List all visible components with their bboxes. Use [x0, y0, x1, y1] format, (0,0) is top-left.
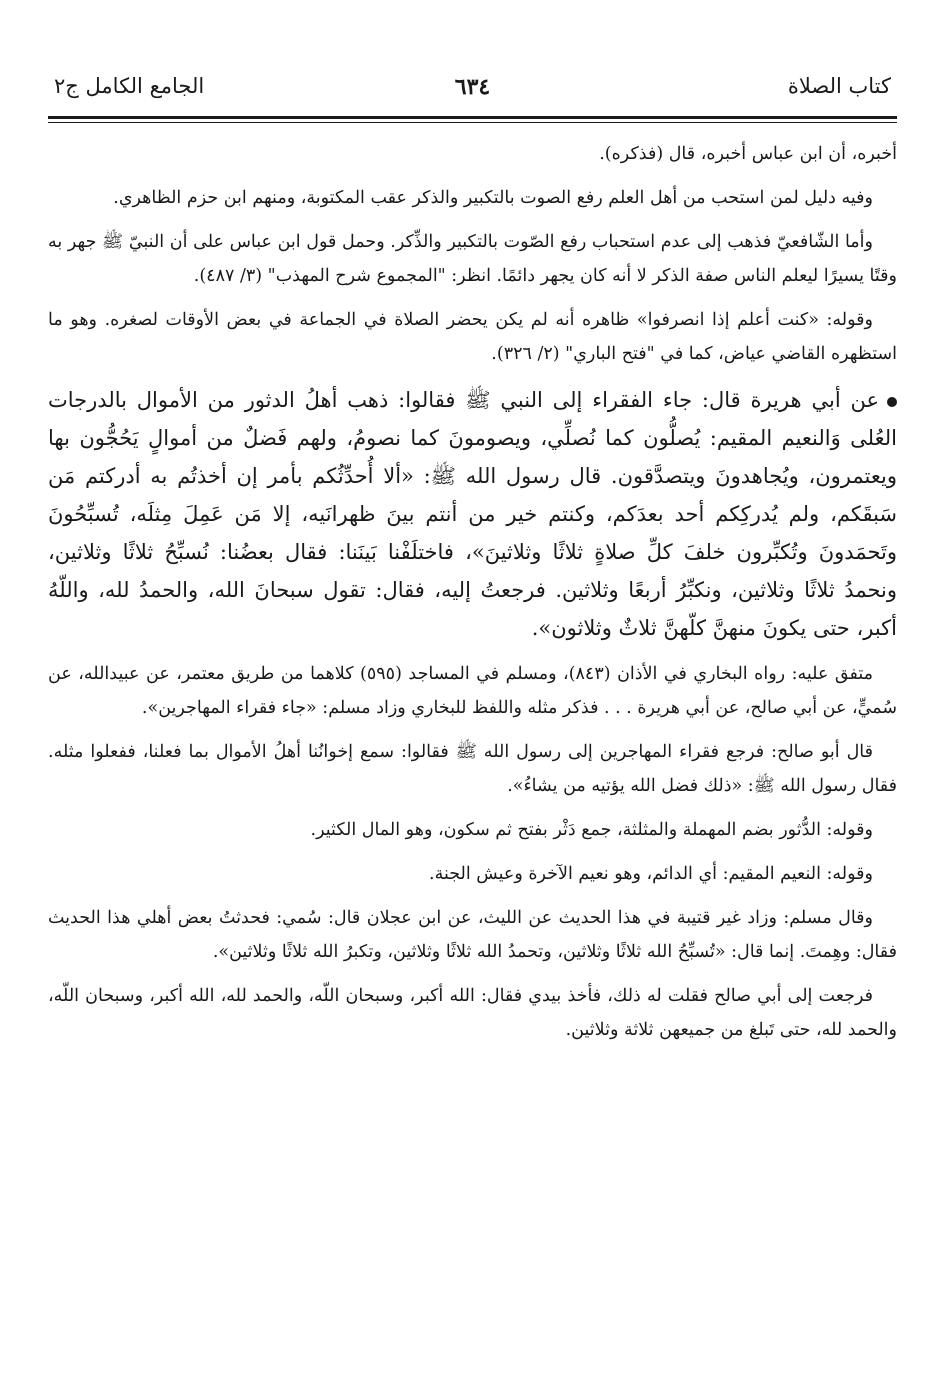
paragraph-4: وقوله: «كنت أعلم إذا انصرفوا» ظاهره أنه لم يكن يحضر الصلاة في الجماعة في بعض الأوقات لصغره. وهو ما استظهره القاضي عياض، كما في "فتح الباري" (٢/ ٣٢٦).: [48, 310, 897, 364]
body-text: [48, 137, 897, 1047]
paragraph-8: وقوله: الدُّثور بضم المهملة والمثلثة، جمع دَثْر بفتح ثم سكون، وهو المال الكثير.: [310, 820, 873, 840]
paragraph-10: وقال مسلم: وزاد غير قتيبة في هذا الحديث عن الليث، عن ابن عجلان قال: سُمي: فحدثتُ بعض أهلي هذا الحديث فقال: وهِمتَ. إنما قال: «تُسبِّحُ الله ثلاثًا وثلاثين، وتحمدُ الله ثلاثًا وثلاثين، وتكبرُ الله ثلاثًا وثلاثين».: [48, 908, 897, 962]
hadith-paragraph: عن أبي هريرة قال: جاء الفقراء إلى النبي ﷺ فقالوا: ذهب أهلُ الدثور من الأموال بالدرجات العُلى وَالنعيم المقيم: يُصلُّون كما نُصلِّي، ويصومونَ كما نصومُ، ولهم فَضلٌ من أموالٍ يَحُجُّون بها ويعتمرون، ويُجاهدونَ ويتصدَّقون. قال رسول الله ﷺ: «ألا أُحدِّثُكم بأمر إن أخذتُم به أدركتم مَن سَبقَكم، ولم يُدركِكم أحد بعدَكم، وكنتم خير من أنتم بينَ ظهرانَيه، إلا مَن عَمِلَ مِثلَه، تُسبِّحُونَ وتَحمَدونَ وتُكبِّرون خلفَ كلِّ صلاةٍ ثلاثًا وثلاثينَ»، فاختلَفْنا بَينَنا: فقال بعضُنا: نُسبِّحُ ثلاثًا وثلاثين، ونحمدُ ثلاثًا وثلاثين، ونكبِّرُ أربعًا وثلاثين. فرجعتُ إليه، فقال: تقول سبحانَ الله، والحمدُ لله، واللّهُ أكبر، حتى يكونَ منهنَّ كلّهنَّ ثلاثٌ وثلاثون».: [48, 388, 897, 640]
bullet-icon: [887, 397, 897, 407]
header-rule-thick: [48, 116, 897, 119]
header-rule-thin: [48, 122, 897, 123]
paragraph-11: فرجعت إلى أبي صالح فقلت له ذلك، فأخذ بيدي فقال: الله أكبر، وسبحان اللّه، والحمد لله، الله أكبر، وسبحان اللّه، والحمد لله، حتى تَبلغ من جميعهن ثلاثة وثلاثين.: [48, 986, 897, 1040]
paragraph-7: قال أبو صالح: فرجع فقراء المهاجرين إلى رسول الله ﷺ فقالوا: سمع إخوانُنا أهلُ الأموال بما فعلنا، ففعلوا مثله. فقال رسول الله ﷺ: «ذلك فضل الله يؤتيه من يشاءُ».: [48, 742, 897, 796]
running-head-title: الجامع الكامل ج٢: [54, 74, 205, 98]
paragraph-6: متفق عليه: رواه البخاري في الأذان (٨٤٣)، ومسلم في المساجد (٥٩٥) كلاهما من طريق معتمر، عن عبيدالله، عن سُميٍّ، عن أبي صالح، عن أبي هريرة . . . فذكر مثله واللفظ للبخاري وزاد مسلم: «جاء فقراء المهاجرين».: [48, 664, 897, 718]
paragraph-9: وقوله: النعيم المقيم: أي الدائم، وهو نعيم الآخرة وعيش الجنة.: [429, 864, 873, 884]
page-number: ٦٣٤: [454, 74, 491, 100]
running-head-section: كتاب الصلاة: [787, 74, 891, 98]
paragraph-1: أخبره، أن ابن عباس أخبره، قال (فذكره).: [599, 144, 897, 164]
page: [48, 60, 897, 1354]
paragraph-3: وأما الشّافعيّ فذهب إلى عدم استحباب رفع الصّوت بالتكبير والذِّكر. وحمل قول ابن عباس على أن النبيّ ﷺ جهر به وقتًا يسيرًا ليعلم الناس صفة الذكر لا أنه كان يجهر دائمًا. انظر: "المجموع شرح المهذب" (٣/ ٤٨٧).: [48, 232, 897, 286]
page-header: [48, 60, 897, 108]
paragraph-2: وفيه دليل لمن استحب من أهل العلم رفع الصوت بالتكبير والذكر عقب المكتوبة، ومنهم ابن حزم الظاهري.: [113, 188, 873, 208]
